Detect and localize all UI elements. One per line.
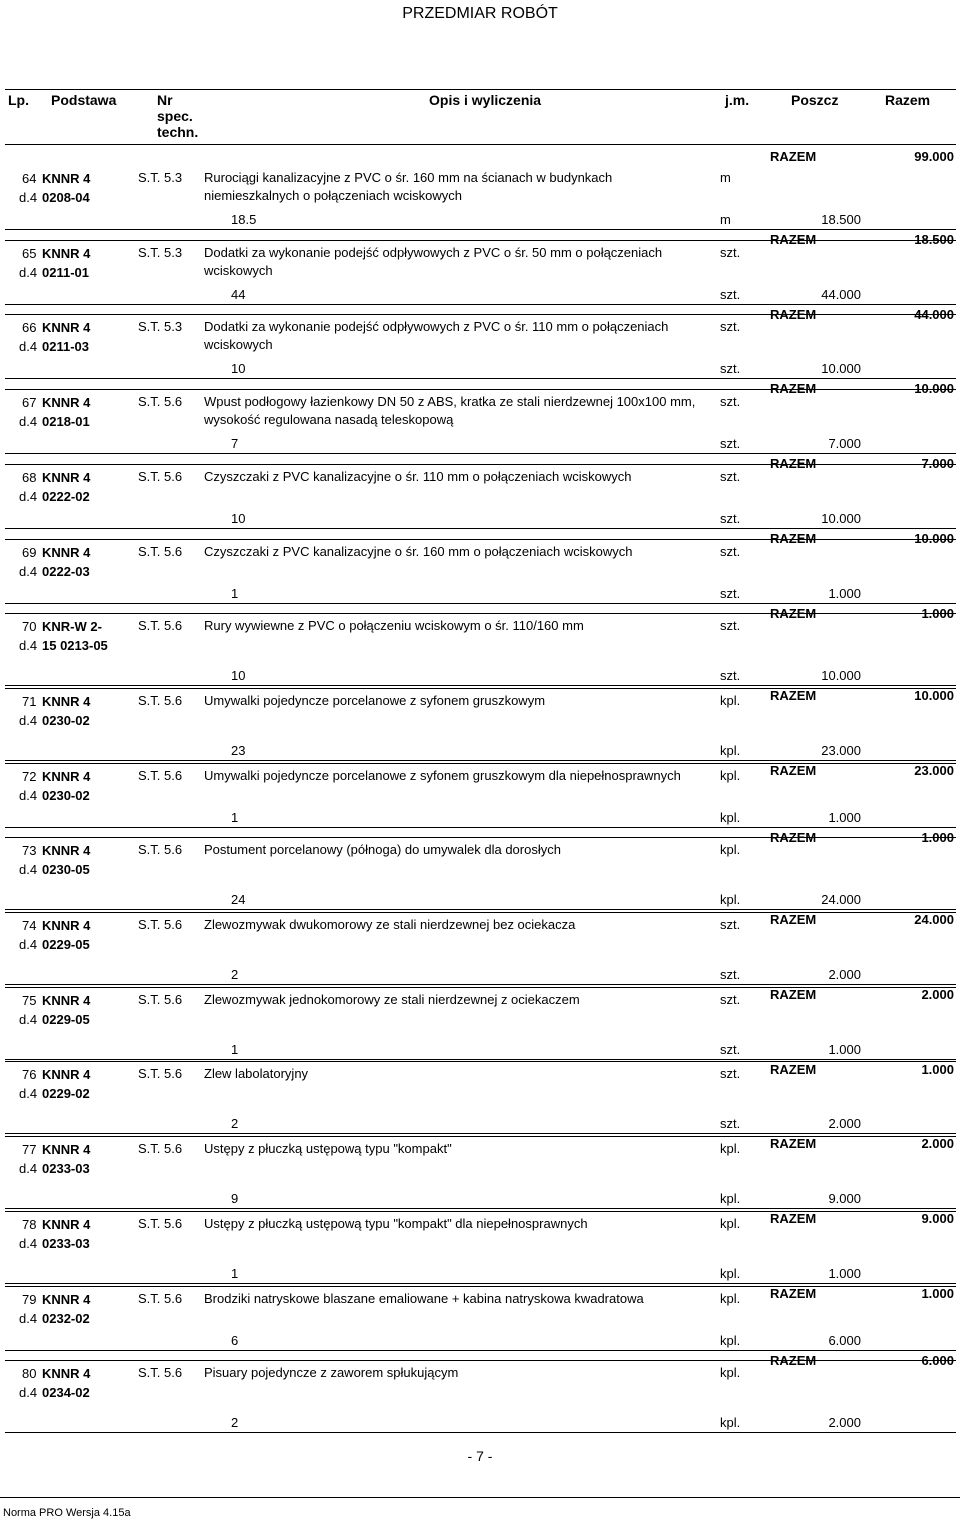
quantity-expression: 1 — [231, 810, 239, 825]
row-description: Zlewozmywak dwukomorowy ze stali nierdzewnej bez ociekacza — [204, 917, 576, 932]
row-podstawa-catalog: KNNR 4 — [42, 246, 91, 261]
row-lp-dzial: d.4 — [19, 489, 38, 504]
quantity-unit: szt. — [720, 967, 741, 982]
razem-value: 2.000 — [921, 1136, 954, 1151]
quantity-unit: kpl. — [720, 810, 741, 825]
quantity-row — [5, 1413, 956, 1433]
quantity-expression: 1 — [231, 1042, 239, 1057]
quantity-value: 10.000 — [821, 668, 861, 683]
row-lp: 65 — [22, 246, 37, 261]
quantity-expression: 9 — [231, 1191, 239, 1206]
quantity-unit: szt. — [720, 1042, 741, 1057]
row-divider — [5, 1286, 956, 1287]
quantity-unit: szt. — [720, 1116, 741, 1131]
row-spec: S.T. 5.6 — [138, 693, 183, 708]
row-lp: 78 — [22, 1217, 37, 1232]
row-divider — [5, 464, 956, 465]
row-podstawa-number: 0229-02 — [42, 1086, 90, 1101]
row-lp-dzial: d.4 — [19, 414, 38, 429]
razem-value: 24.000 — [914, 912, 954, 927]
row-podstawa-catalog: KNNR 4 — [42, 171, 91, 186]
quantity-unit: kpl. — [720, 1266, 741, 1281]
row-unit: m — [720, 170, 731, 185]
quantity-row — [5, 584, 956, 604]
razem-value: 2.000 — [921, 987, 954, 1002]
row-podstawa-catalog: KNNR 4 — [42, 395, 91, 410]
row-unit: szt. — [720, 1066, 741, 1081]
row-spec: S.T. 5.6 — [138, 842, 183, 857]
razem-label: RAZEM — [770, 987, 817, 1002]
row-lp-dzial: d.4 — [19, 862, 38, 877]
row-spec: S.T. 5.6 — [138, 917, 183, 932]
row-podstawa-number: 0222-03 — [42, 564, 90, 579]
quantity-value: 44.000 — [821, 287, 861, 302]
row-lp: 68 — [22, 470, 37, 485]
quantity-unit: kpl. — [720, 1415, 741, 1430]
row-lp-dzial: d.4 — [19, 1012, 38, 1027]
row-description: Pisuary pojedyncze z zaworem spłukującym — [204, 1365, 459, 1380]
razem-value: 1.000 — [921, 830, 954, 845]
row-lp: 72 — [22, 769, 37, 784]
quantity-expression: 10 — [231, 668, 246, 683]
quantity-value: 10.000 — [821, 361, 861, 376]
row-description: Postument porcelanowy (półnoga) do umywalek dla dorosłych — [204, 842, 561, 857]
quantity-value: 2.000 — [828, 1415, 861, 1430]
row-lp: 75 — [22, 993, 37, 1008]
razem-row-top — [762, 147, 954, 166]
quantity-value: 1.000 — [828, 1042, 861, 1057]
row-lp: 69 — [22, 545, 37, 560]
row-description: Wpust podłogowy łazienkowy DN 50 z ABS, kratka ze stali nierdzewnej 100x100 mm, wysokość regulowana nasadą teleskopową — [204, 394, 696, 427]
razem-value: 18.500 — [914, 232, 954, 247]
table-row — [5, 389, 956, 471]
row-podstawa-catalog: KNNR 4 — [42, 918, 91, 933]
row-description: Zlew labolatoryjny — [204, 1066, 309, 1081]
quantity-row — [5, 1040, 956, 1060]
row-unit: kpl. — [720, 768, 741, 783]
row-divider — [5, 1061, 956, 1062]
row-podstawa-number: 0229-05 — [42, 937, 90, 952]
quantity-value: 7.000 — [828, 436, 861, 451]
row-lp: 64 — [22, 171, 37, 186]
row-description: Rurociągi kanalizacyjne z PVC o śr. 160 mm na ścianach w budynkach niemieszkalnych o połączeniach wciskowych — [204, 170, 613, 203]
razem-label: RAZEM — [770, 688, 817, 703]
razem-label: RAZEM — [770, 1286, 817, 1301]
quantity-unit: szt. — [720, 511, 741, 526]
razem-value: 10.000 — [914, 688, 954, 703]
row-lp-dzial: d.4 — [19, 190, 38, 205]
quantity-unit: kpl. — [720, 1333, 741, 1348]
row-divider — [5, 389, 956, 390]
quantity-expression: 10 — [231, 361, 246, 376]
quantity-value: 1.000 — [828, 810, 861, 825]
razem-value: 1.000 — [921, 606, 954, 621]
razem-label: RAZEM — [770, 912, 817, 927]
row-spec: S.T. 5.6 — [138, 1365, 183, 1380]
header-nr-spec: Nr spec. techn. — [157, 92, 199, 140]
row-description: Umywalki pojedyncze porcelanowe z syfonem gruszkowym — [204, 693, 546, 708]
row-podstawa-number: 0211-03 — [42, 339, 89, 354]
razem-value: 10.000 — [914, 381, 954, 396]
row-divider — [5, 987, 956, 988]
row-description: Dodatki za wykonanie podejść odpływowych z PVC o śr. 50 mm o połączeniach wciskowych — [204, 245, 663, 278]
quantity-expression: 44 — [231, 287, 246, 302]
quantity-value: 9.000 — [828, 1191, 861, 1206]
row-spec: S.T. 5.3 — [138, 170, 183, 185]
quantity-expression: 18.5 — [231, 212, 257, 227]
razem-value: 44.000 — [914, 307, 954, 322]
table-header — [5, 89, 956, 145]
razem-value: 99.000 — [914, 149, 954, 164]
quantity-row — [5, 1189, 956, 1209]
header-podstawa: Podstawa — [51, 92, 117, 108]
row-podstawa-catalog: KNR-W 2- — [42, 619, 102, 634]
row-podstawa-number: 0230-05 — [42, 862, 90, 877]
header-opis: Opis i wyliczenia — [429, 92, 542, 108]
row-podstawa-number: 15 0213-05 — [42, 638, 108, 653]
row-unit: kpl. — [720, 1216, 741, 1231]
row-podstawa-number: 0233-03 — [42, 1236, 90, 1251]
quantity-row — [5, 808, 956, 828]
razem-value: 9.000 — [921, 1211, 954, 1226]
razem-value: 10.000 — [914, 531, 954, 546]
row-podstawa-number: 0234-02 — [42, 1385, 90, 1400]
razem-value: 23.000 — [914, 763, 954, 778]
quantity-unit: szt. — [720, 287, 741, 302]
row-lp-dzial: d.4 — [19, 788, 38, 803]
razem-label: RAZEM — [770, 830, 817, 845]
row-lp-dzial: d.4 — [19, 1311, 38, 1326]
row-unit: kpl. — [720, 1291, 741, 1306]
table-row — [5, 165, 956, 247]
table-row — [5, 763, 956, 845]
header-lp: Lp. — [8, 92, 29, 108]
razem-label: RAZEM — [770, 232, 817, 247]
table-row — [5, 240, 956, 322]
row-unit: kpl. — [720, 1365, 741, 1380]
row-unit: szt. — [720, 245, 741, 260]
row-spec: S.T. 5.6 — [138, 1141, 183, 1156]
row-lp: 67 — [22, 395, 37, 410]
quantity-expression: 2 — [231, 1116, 239, 1131]
row-divider — [5, 763, 956, 764]
row-unit: szt. — [720, 394, 741, 409]
row-lp-dzial: d.4 — [19, 265, 38, 280]
quantity-row — [5, 1264, 956, 1284]
software-version: Norma PRO Wersja 4.15a — [3, 1507, 131, 1519]
quantity-value: 23.000 — [821, 743, 861, 758]
quantity-row — [5, 1114, 956, 1134]
razem-label: RAZEM — [770, 149, 817, 164]
row-unit: szt. — [720, 992, 741, 1007]
row-divider — [5, 1211, 956, 1212]
quantity-unit: kpl. — [720, 892, 741, 907]
row-unit: kpl. — [720, 1141, 741, 1156]
quantity-value: 10.000 — [821, 511, 861, 526]
quantity-value: 2.000 — [828, 967, 861, 982]
row-podstawa-catalog: KNNR 4 — [42, 470, 91, 485]
razem-label: RAZEM — [770, 606, 817, 621]
row-lp-dzial: d.4 — [19, 339, 38, 354]
quantity-row — [5, 741, 956, 761]
row-divider — [5, 314, 956, 315]
row-spec: S.T. 5.6 — [138, 768, 183, 783]
row-divider — [5, 837, 956, 838]
row-divider — [5, 240, 956, 241]
razem-label: RAZEM — [770, 1136, 817, 1151]
row-lp-dzial: d.4 — [19, 564, 38, 579]
quantity-unit: m — [720, 212, 731, 227]
quantity-expression: 1 — [231, 1266, 239, 1281]
row-description: Dodatki za wykonanie podejść odpływowych z PVC o śr. 110 mm o połączeniach wciskowych — [204, 319, 669, 352]
quantity-value: 24.000 — [821, 892, 861, 907]
header-razem: Razem — [885, 92, 931, 108]
row-unit: szt. — [720, 618, 741, 633]
row-unit: szt. — [720, 319, 741, 334]
quantity-row — [5, 965, 956, 985]
row-lp: 70 — [22, 619, 37, 634]
row-lp: 66 — [22, 320, 37, 335]
quantity-row — [5, 210, 956, 230]
row-podstawa-catalog: KNNR 4 — [42, 1292, 91, 1307]
quantity-unit: kpl. — [720, 743, 741, 758]
row-divider — [5, 1136, 956, 1137]
row-unit: kpl. — [720, 693, 741, 708]
row-podstawa-number: 0233-03 — [42, 1161, 90, 1176]
table-row — [5, 314, 956, 396]
footer-divider — [0, 1497, 960, 1498]
row-description: Zlewozmywak jednokomorowy ze stali nierdzewnej z ociekaczem — [204, 992, 580, 1007]
row-lp: 71 — [22, 694, 37, 709]
row-description: Umywalki pojedyncze porcelanowe z syfonem gruszkowym dla niepełnosprawnych — [204, 768, 681, 783]
table-row — [5, 1286, 956, 1368]
row-description: Brodziki natryskowe blaszane emaliowane + kabina natryskowa kwadratowa — [204, 1291, 644, 1306]
row-unit: kpl. — [720, 842, 741, 857]
row-podstawa-number: 0232-02 — [42, 1311, 90, 1326]
row-spec: S.T. 5.6 — [138, 1066, 183, 1081]
quantity-expression: 10 — [231, 511, 246, 526]
row-lp: 73 — [22, 843, 37, 858]
quantity-row — [5, 1331, 956, 1351]
quantity-row — [5, 890, 956, 910]
row-spec: S.T. 5.6 — [138, 394, 183, 409]
quantity-unit: szt. — [720, 668, 741, 683]
row-divider — [5, 912, 956, 913]
quantity-unit: szt. — [720, 361, 741, 376]
row-divider — [5, 1360, 956, 1361]
table-row — [5, 464, 956, 546]
row-lp-dzial: d.4 — [19, 937, 38, 952]
quantity-row — [5, 666, 956, 686]
quantity-value: 1.000 — [828, 1266, 861, 1281]
razem-label: RAZEM — [770, 1353, 817, 1368]
row-lp-dzial: d.4 — [19, 1161, 38, 1176]
table-row — [5, 1360, 956, 1434]
page-title: PRZEDMIAR ROBÓT — [402, 5, 558, 22]
row-divider — [5, 539, 956, 540]
row-podstawa-catalog: KNNR 4 — [42, 1366, 91, 1381]
row-unit: szt. — [720, 544, 741, 559]
row-lp: 74 — [22, 918, 37, 933]
row-podstawa-catalog: KNNR 4 — [42, 1217, 91, 1232]
razem-value: 1.000 — [921, 1286, 954, 1301]
razem-value: 1.000 — [921, 1062, 954, 1077]
row-podstawa-catalog: KNNR 4 — [42, 694, 91, 709]
razem-value: 6.000 — [921, 1353, 954, 1368]
row-spec: S.T. 5.3 — [138, 319, 183, 334]
quantity-expression: 6 — [231, 1333, 239, 1348]
row-unit: szt. — [720, 469, 741, 484]
quantity-expression: 1 — [231, 586, 239, 601]
row-podstawa-catalog: KNNR 4 — [42, 843, 91, 858]
row-podstawa-number: 0208-04 — [42, 190, 90, 205]
row-podstawa-catalog: KNNR 4 — [42, 320, 91, 335]
row-spec: S.T. 5.6 — [138, 618, 183, 633]
header-poszcz: Poszcz — [791, 92, 839, 108]
quantity-unit: szt. — [720, 436, 741, 451]
quantity-unit: szt. — [720, 586, 741, 601]
row-description: Ustępy z płuczką ustępową typu "kompakt" dla niepełnosprawnych — [204, 1216, 588, 1231]
quantity-expression: 7 — [231, 436, 239, 451]
row-lp-dzial: d.4 — [19, 1086, 38, 1101]
row-lp: 76 — [22, 1067, 37, 1082]
razem-label: RAZEM — [770, 1211, 817, 1226]
row-lp: 80 — [22, 1366, 37, 1381]
header-jm: j.m. — [725, 92, 750, 108]
razem-label: RAZEM — [770, 307, 817, 322]
quantity-expression: 24 — [231, 892, 246, 907]
page-number: - 7 - — [467, 1448, 493, 1464]
quantity-value: 1.000 — [828, 586, 861, 601]
row-podstawa-number: 0218-01 — [42, 414, 90, 429]
row-description: Ustępy z płuczką ustępową typu "kompakt" — [204, 1141, 452, 1156]
razem-label: RAZEM — [770, 381, 817, 396]
row-spec: S.T. 5.6 — [138, 544, 183, 559]
quantity-row — [5, 434, 956, 454]
row-spec: S.T. 5.6 — [138, 992, 183, 1007]
quantity-row — [5, 285, 956, 305]
table-row — [5, 539, 956, 621]
row-podstawa-catalog: KNNR 4 — [42, 1142, 91, 1157]
row-podstawa-catalog: KNNR 4 — [42, 1067, 91, 1082]
row-spec: S.T. 5.6 — [138, 1216, 183, 1231]
quantity-expression: 2 — [231, 967, 239, 982]
row-spec: S.T. 5.6 — [138, 469, 183, 484]
row-podstawa-catalog: KNNR 4 — [42, 769, 91, 784]
razem-label: RAZEM — [770, 456, 817, 471]
row-divider — [5, 688, 956, 689]
quantity-value: 18.500 — [821, 212, 861, 227]
row-podstawa-catalog: KNNR 4 — [42, 993, 91, 1008]
row-lp-dzial: d.4 — [19, 713, 38, 728]
razem-label: RAZEM — [770, 1062, 817, 1077]
quantity-value: 6.000 — [828, 1333, 861, 1348]
row-podstawa-number: 0230-02 — [42, 788, 90, 803]
quantity-value: 2.000 — [828, 1116, 861, 1131]
quantity-row — [5, 509, 956, 529]
row-unit: szt. — [720, 917, 741, 932]
row-spec: S.T. 5.6 — [138, 1291, 183, 1306]
quantity-row — [5, 359, 956, 379]
razem-label: RAZEM — [770, 531, 817, 546]
row-spec: S.T. 5.3 — [138, 245, 183, 260]
row-podstawa-number: 0222-02 — [42, 489, 90, 504]
row-lp-dzial: d.4 — [19, 1236, 38, 1251]
row-lp-dzial: d.4 — [19, 1385, 38, 1400]
row-lp-dzial: d.4 — [19, 638, 38, 653]
row-podstawa-number: 0230-02 — [42, 713, 90, 728]
row-podstawa-number: 0211-01 — [42, 265, 89, 280]
quantity-expression: 23 — [231, 743, 246, 758]
row-podstawa-catalog: KNNR 4 — [42, 545, 91, 560]
row-lp: 77 — [22, 1142, 37, 1157]
quantity-expression: 2 — [231, 1415, 239, 1430]
quantity-unit: kpl. — [720, 1191, 741, 1206]
row-divider — [5, 613, 956, 614]
row-description: Rury wywiewne z PVC o połączeniu wciskowym o śr. 110/160 mm — [204, 618, 584, 633]
row-lp: 79 — [22, 1292, 37, 1307]
row-podstawa-number: 0229-05 — [42, 1012, 90, 1027]
razem-label: RAZEM — [770, 763, 817, 778]
row-description: Czyszczaki z PVC kanalizacyjne o śr. 160 mm o połączeniach wciskowych — [204, 544, 633, 559]
razem-value: 7.000 — [921, 456, 954, 471]
row-description: Czyszczaki z PVC kanalizacyjne o śr. 110 mm o połączeniach wciskowych — [204, 469, 632, 484]
